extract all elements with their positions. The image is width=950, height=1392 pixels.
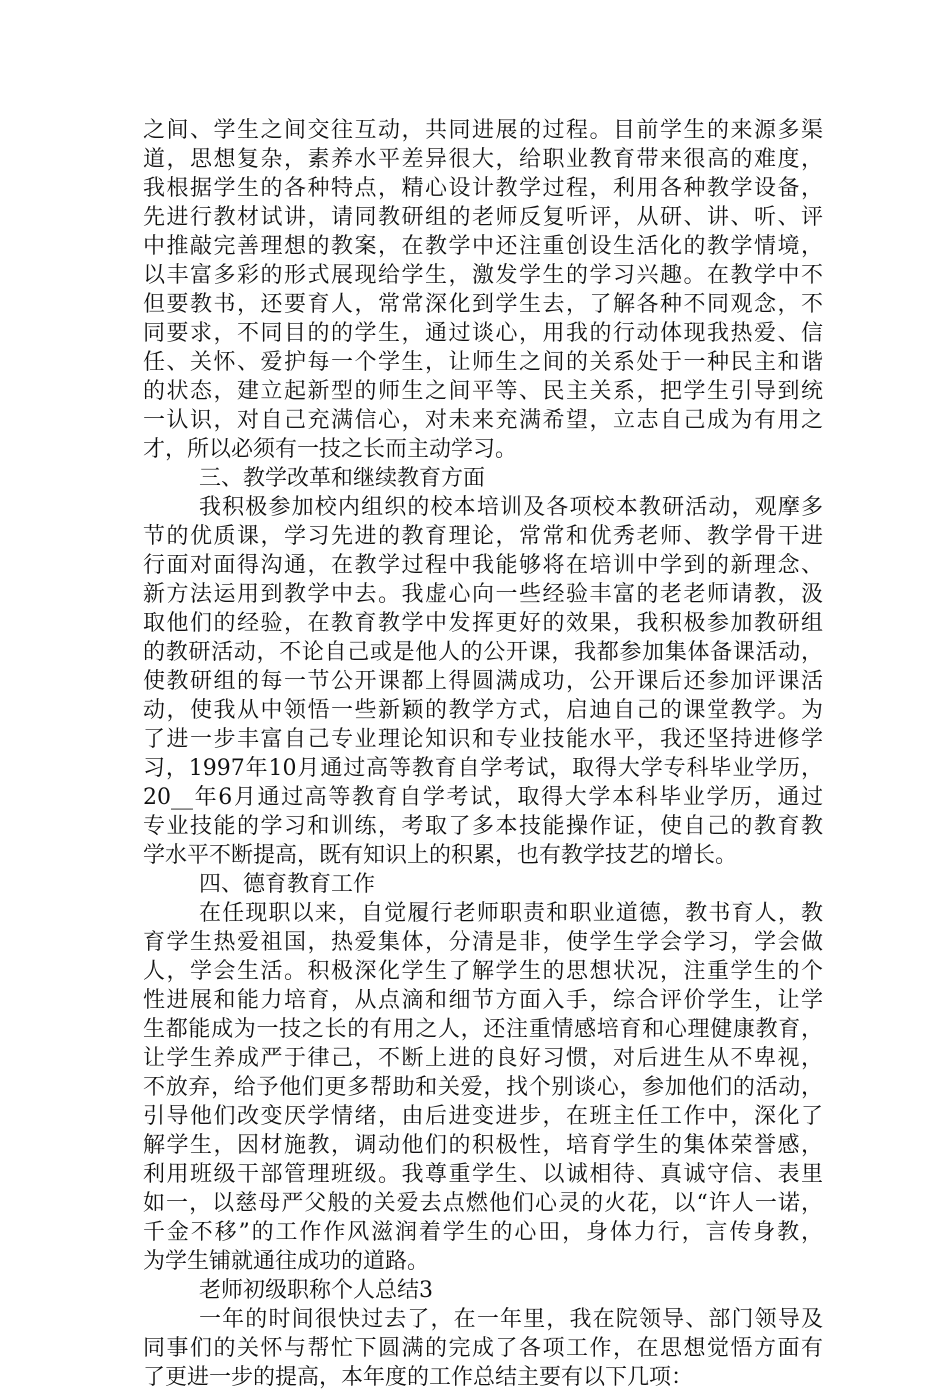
text-line: 之间、学生之间交往互动，共同进展的过程。目前学生的来源多渠 bbox=[143, 118, 823, 143]
text-line: 行面对面得沟通，在教学过程中我能够将在培训中学到的新理念、 bbox=[143, 553, 823, 578]
section-heading-teaching-reform: 三、教学改革和继续教育方面 bbox=[199, 466, 486, 491]
text-line: 人，学会生活。积极深化学生了解学生的思想状况，注重学生的个 bbox=[143, 959, 823, 984]
text-line: 以丰富多彩的形式展现给学生，激发学生的学习兴趣。在教学中不 bbox=[143, 263, 823, 288]
text-line: 如一，以慈母严父般的关爱去点燃他们心灵的火花，以“许人一诺， bbox=[143, 1191, 823, 1216]
text-line: 的状态，建立起新型的师生之间平等、民主关系，把学生引导到统 bbox=[143, 379, 823, 404]
text-line: 不放弃，给予他们更多帮助和关爱，找个别谈心，参加他们的活动， bbox=[143, 1075, 823, 1100]
text-line: 千金不移”的工作作风滋润着学生的心田，身体力行，言传身教， bbox=[143, 1220, 823, 1245]
text-line: 动，使我从中领悟一些新颖的教学方式，启迪自己的课堂教学。为 bbox=[143, 698, 823, 723]
section-heading-moral-education: 四、德育教育工作 bbox=[199, 872, 376, 897]
paragraph-teaching-reform bbox=[143, 493, 823, 870]
text-line: 先进行教材试讲，请同教研组的老师反复听评，从研、讲、听、评 bbox=[143, 205, 823, 230]
text-line: 道，思想复杂，素养水平差异很大，给职业教育带来很高的难度， bbox=[143, 147, 823, 172]
document-title-summary-3: 老师初级职称个人总结3 bbox=[199, 1278, 433, 1303]
text-line: 一年的时间很快过去了，在一年里，我在院领导、部门领导及 bbox=[199, 1307, 823, 1332]
text-line: 新方法运用到教学中去。我虚心向一些经验丰富的老老师请教，汲 bbox=[143, 582, 823, 607]
text-line: 20__年6月通过高等教育自学考试，取得大学本科毕业学历，通过 bbox=[143, 785, 823, 810]
text-line: 利用班级干部管理班级。我尊重学生、以诚相待、真诚守信、表里 bbox=[143, 1162, 823, 1187]
text-line: 任、关怀、爱护每一个学生，让师生之间的关系处于一种民主和谐 bbox=[143, 350, 823, 375]
text-line: 但要教书，还要育人，常常深化到学生去，了解各种不同观念，不 bbox=[143, 292, 823, 317]
text-line: 同要求，不同目的的学生，通过谈心，用我的行动体现我热爱、信 bbox=[143, 321, 823, 346]
text-line: 一认识，对自己充满信心，对未来充满希望，立志自己成为有用之 bbox=[143, 408, 823, 433]
text-line: 使教研组的每一节公开课都上得圆满成功，公开课后还参加评课活 bbox=[143, 669, 823, 694]
text-line: 了更进一步的提高，本年度的工作总结主要有以下几项： bbox=[143, 1365, 694, 1390]
text-line: 中推敲完善理想的教案，在教学中还注重创设生活化的教学情境， bbox=[143, 234, 823, 259]
text-line: 取他们的经验，在教育教学中发挥更好的效果，我积极参加教研组 bbox=[143, 611, 823, 636]
text-line: 性进展和能力培育，从点滴和细节方面入手，综合评价学生，让学 bbox=[143, 988, 823, 1013]
text-line: 学水平不断提高，既有知识上的积累，也有教学技艺的增长。 bbox=[143, 843, 738, 868]
text-line: 节的优质课，学习先进的教育理论，常常和优秀老师、教学骨干进 bbox=[143, 524, 823, 549]
text-line: 才，所以必须有一技之长而主动学习。 bbox=[143, 437, 518, 462]
text-line: 的教研活动，不论自己或是他人的公开课，我都参加集体备课活动， bbox=[143, 640, 823, 665]
text-line: 引导他们改变厌学情绪，由后进变进步，在班主任工作中，深化了 bbox=[143, 1104, 823, 1129]
text-line: 习，1997年10月通过高等教育自学考试，取得大学专科毕业学历， bbox=[143, 756, 823, 781]
text-line: 我积极参加校内组织的校本培训及各项校本教研活动，观摩多 bbox=[199, 495, 823, 520]
text-line: 我根据学生的各种特点，精心设计教学过程，利用各种教学设备， bbox=[143, 176, 823, 201]
paragraph-teaching-interaction bbox=[143, 116, 823, 464]
text-line: 在任现职以来，自觉履行老师职责和职业道德，教书育人，教 bbox=[199, 901, 823, 926]
text-line: 育学生热爱祖国，热爱集体，分清是非，使学生学会学习，学会做 bbox=[143, 930, 823, 955]
text-line: 生都能成为一技之长的有用之人，还注重情感培育和心理健康教育， bbox=[143, 1017, 823, 1042]
text-line: 解学生，因材施教，调动他们的积极性，培育学生的集体荣誉感， bbox=[143, 1133, 823, 1158]
text-line: 专业技能的学习和训练，考取了多本技能操作证，使自己的教育教 bbox=[143, 814, 823, 839]
paragraph-annual-summary bbox=[143, 1305, 823, 1392]
text-line: 了进一步丰富自己专业理论知识和专业技能水平，我还坚持进修学 bbox=[143, 727, 823, 752]
paragraph-moral-education bbox=[143, 899, 823, 1276]
document-body bbox=[143, 116, 823, 1392]
text-line: 让学生养成严于律己，不断上进的良好习惯，对后进生从不卑视， bbox=[143, 1046, 823, 1071]
text-line: 为学生铺就通往成功的道路。 bbox=[143, 1249, 430, 1274]
text-line: 同事们的关怀与帮忙下圆满的完成了各项工作，在思想觉悟方面有 bbox=[143, 1336, 823, 1361]
